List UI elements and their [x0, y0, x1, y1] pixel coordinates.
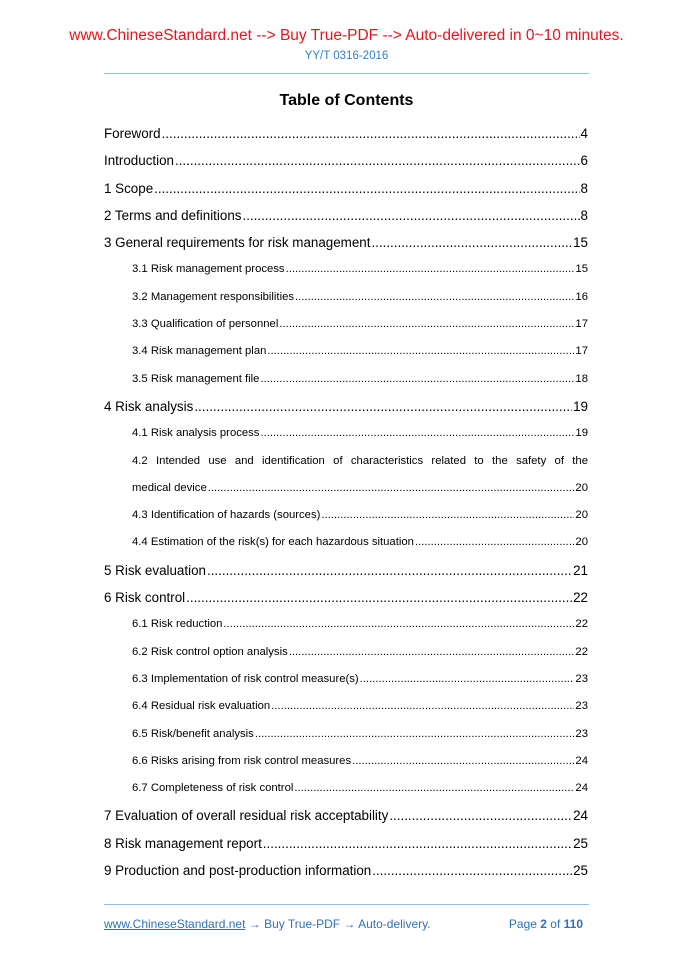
toc-entry-6-6[interactable] — [104, 748, 588, 775]
toc-label: 6.5 Risk/benefit analysis — [132, 727, 254, 740]
toc-label: 2 Terms and definitions — [104, 207, 242, 223]
toc-leader — [389, 802, 572, 829]
toc-entry-introduction[interactable] — [104, 147, 588, 174]
toc-label: 9 Production and post-production information — [104, 863, 372, 879]
page-indicator — [509, 917, 583, 931]
toc-entry-4-3[interactable] — [104, 502, 588, 529]
toc-leader — [223, 611, 574, 638]
toc-label: Foreword — [104, 126, 161, 141]
toc-page: 22 — [575, 618, 588, 631]
toc-leader — [267, 338, 574, 365]
toc-entry-6-3[interactable] — [104, 666, 588, 693]
toc-label: medical device — [132, 481, 207, 494]
toc-page: 24 — [573, 808, 588, 824]
toc-entry-3-4[interactable] — [104, 338, 588, 365]
toc-page: 6 — [580, 153, 588, 169]
toc-page: 25 — [573, 863, 588, 879]
toc-label: 4.4 Estimation of the risk(s) for each hazardous situation — [132, 536, 414, 549]
toc-entry-risk-evaluation[interactable] — [104, 557, 588, 584]
footer-link[interactable]: www.ChineseStandard.net — [104, 917, 246, 931]
toc-page: 25 — [573, 835, 588, 851]
toc-page: 17 — [575, 318, 588, 331]
header-banner: www.ChineseStandard.net --> Buy True-PDF --> Auto-delivered in 0~10 minutes. — [69, 27, 624, 44]
toc-label: 6 Risk control — [104, 590, 186, 606]
toc-page: 8 — [580, 180, 588, 196]
toc-leader — [352, 748, 574, 775]
toc-leader — [208, 475, 575, 502]
toc-leader — [271, 693, 574, 720]
toc-leader — [371, 229, 572, 256]
toc-entry-6-7[interactable] — [104, 775, 588, 802]
toc-leader — [295, 284, 574, 311]
toc-page: 22 — [575, 645, 588, 658]
toc-leader — [263, 830, 572, 857]
toc-entry-4-2-line1[interactable]: 4.2 Intended use and identification of characteristics related to the safety of the — [132, 454, 588, 467]
toc-leader — [175, 147, 580, 174]
toc-label: Introduction — [104, 153, 174, 169]
toc-label: 3.5 Risk management file — [132, 372, 260, 385]
toc-page: 4 — [580, 126, 588, 141]
toc-leader — [279, 311, 574, 338]
toc-leader — [260, 366, 574, 393]
toc-page: 23 — [575, 727, 588, 740]
header-divider — [104, 73, 589, 74]
page-prefix: Page — [508, 917, 541, 931]
toc-leader — [162, 120, 580, 147]
footer-divider — [104, 904, 589, 905]
page-total: 110 — [563, 917, 583, 931]
toc-label: 4.3 Identification of hazards (sources) — [132, 509, 321, 522]
footer-promo-text: → Buy True-PDF → Auto-delivery. — [245, 917, 431, 931]
toc-leader — [286, 256, 575, 283]
toc-page: 15 — [575, 263, 588, 276]
standard-number: YY/T 0316-2016 — [304, 50, 389, 62]
toc-label: 6.6 Risks arising from risk control measures — [132, 754, 352, 767]
toc-entry-overall-residual-risk[interactable] — [104, 802, 588, 829]
toc-leader — [207, 557, 572, 584]
toc-page: 22 — [573, 590, 588, 606]
toc-page: 18 — [575, 372, 588, 385]
toc-page: 20 — [575, 481, 588, 494]
toc-label: 6.1 Risk reduction — [132, 618, 223, 631]
toc-leader — [186, 584, 572, 611]
toc-entry-risk-management-report[interactable] — [104, 830, 588, 857]
toc-page: 21 — [573, 562, 588, 578]
toc-page: 15 — [573, 235, 588, 251]
footer-promo — [104, 917, 431, 931]
toc-label: 6.2 Risk control option analysis — [132, 645, 288, 658]
toc-entry-risk-control[interactable] — [104, 584, 588, 611]
table-of-contents — [104, 120, 588, 884]
toc-page: 19 — [573, 398, 588, 414]
page-current: 2 — [540, 917, 547, 931]
toc-label: 1 Scope — [104, 180, 154, 196]
toc-entry-6-1[interactable] — [104, 611, 588, 638]
toc-label: 6.7 Completeness of risk control — [132, 782, 294, 795]
toc-leader — [260, 420, 574, 447]
toc-entry-terms[interactable] — [104, 202, 588, 229]
toc-page: 24 — [575, 782, 588, 795]
toc-page: 16 — [575, 290, 588, 303]
toc-label: 4 Risk analysis — [104, 398, 194, 414]
toc-leader — [255, 721, 575, 748]
toc-page: 24 — [575, 754, 588, 767]
toc-entry-3-5[interactable] — [104, 366, 588, 393]
toc-label: 4.1 Risk analysis process — [132, 427, 260, 440]
toc-entry-6-4[interactable] — [104, 693, 588, 720]
toc-label: 3.1 Risk management process — [132, 263, 285, 276]
toc-leader — [242, 202, 579, 229]
toc-leader — [372, 857, 572, 884]
toc-entry-4-1[interactable] — [104, 420, 588, 447]
toc-entry-3-1[interactable] — [104, 256, 588, 283]
toc-page: 20 — [575, 536, 588, 549]
toc-page: 23 — [575, 700, 588, 713]
page-of: of — [546, 917, 564, 931]
toc-entry-scope[interactable] — [104, 175, 588, 202]
toc-entry-3-2[interactable] — [104, 284, 588, 311]
toc-entry-6-2[interactable] — [104, 639, 588, 666]
toc-label: 6.4 Residual risk evaluation — [132, 700, 271, 713]
toc-entry-3-3[interactable] — [104, 311, 588, 338]
toc-entry-general-requirements[interactable] — [104, 229, 588, 256]
toc-label: 3.2 Management responsibilities — [132, 290, 295, 303]
toc-page: 17 — [575, 345, 588, 358]
page-title: Table of Contents — [279, 92, 414, 109]
toc-label: 3 General requirements for risk management — [104, 235, 371, 251]
toc-entry-foreword[interactable] — [104, 120, 588, 147]
toc-label: 3.4 Risk management plan — [132, 345, 267, 358]
toc-leader — [294, 775, 574, 802]
toc-label: 8 Risk management report — [104, 835, 262, 851]
toc-label: 6.3 Implementation of risk control measure(s) — [132, 672, 359, 685]
toc-leader — [415, 529, 574, 556]
toc-leader — [360, 666, 575, 693]
toc-page: 19 — [575, 427, 588, 440]
toc-leader — [321, 502, 574, 529]
toc-label: 5 Risk evaluation — [104, 562, 206, 578]
toc-label: 3.3 Qualification of personnel — [132, 318, 279, 331]
toc-leader — [289, 639, 575, 666]
toc-leader — [154, 175, 579, 202]
toc-page: 20 — [575, 509, 588, 522]
toc-page: 8 — [580, 207, 588, 223]
toc-page: 23 — [575, 672, 588, 685]
toc-entry-risk-analysis[interactable] — [104, 393, 588, 420]
toc-entry-4-4[interactable] — [104, 529, 588, 556]
toc-entry-production-information[interactable] — [104, 857, 588, 884]
toc-entry-4-2[interactable] — [104, 475, 588, 502]
toc-label: 7 Evaluation of overall residual risk acceptability — [104, 808, 389, 824]
toc-leader — [194, 393, 572, 420]
toc-entry-6-5[interactable] — [104, 721, 588, 748]
